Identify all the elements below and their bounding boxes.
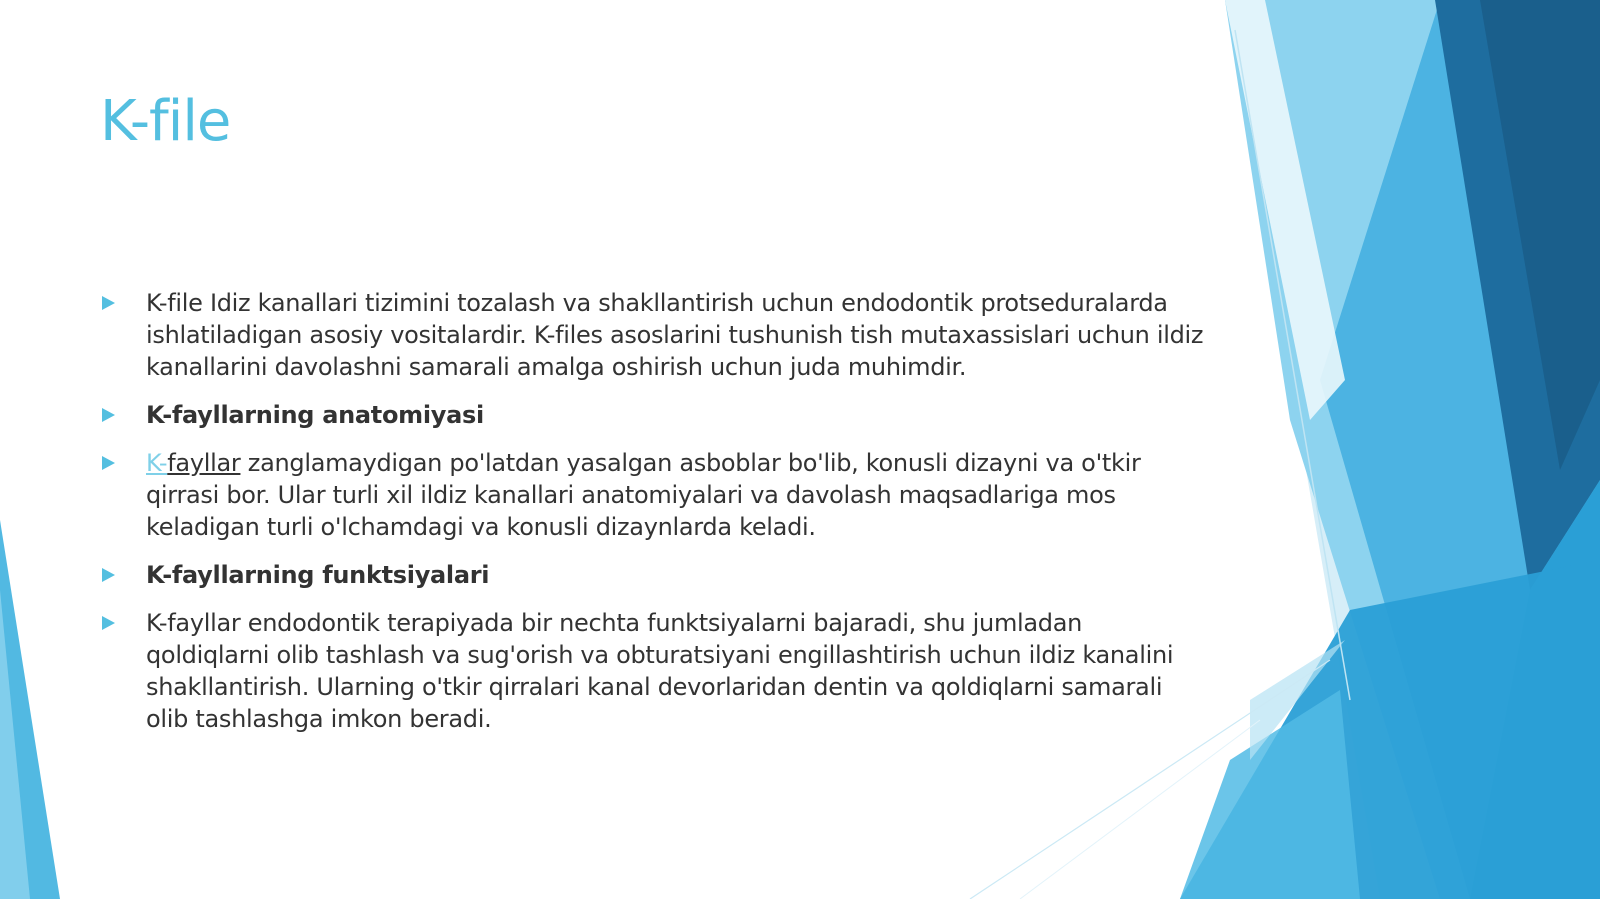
link-text[interactable]: fayllar	[167, 449, 241, 477]
triangle-right-icon	[102, 616, 115, 630]
k-fayllar-link[interactable]	[146, 449, 240, 477]
bullet-text: zanglamaydigan po'latdan yasalgan asboblar bo'lib, konusli dizayni va o'tkir qirrasi bor. Ular turli xil ildiz kanallari anatomiyalari va davolash maqsadlariga mos keladigan turli o'lchamdagi va konusli dizaynlarda keladi.	[146, 449, 1141, 541]
bullet-heading: K-fayllarning anatomiyasi	[146, 401, 484, 429]
triangle-right-icon	[102, 456, 115, 470]
bullet-item-functions	[100, 607, 1210, 735]
bullet-text: K-fayllar endodontik terapiyada bir nechta funktsiyalarni bajaradi, shu jumladan qoldiqlarni olib tashlash va sug'orish va obturatsiyani engillashtirish uchun ildiz kanalini shakllantirish. Ularning o'tkir qirralari kanal devorlaridan dentin va qoldiqlarni samarali olib tashlashga imkon beradi.	[146, 609, 1174, 733]
link-prefix[interactable]: K-	[146, 449, 168, 477]
bullet-text: K-file Idiz kanallari tizimini tozalash va shakllantirish uchun endodontik protseduralarda ishlatiladigan asosiy vositalardir. K-files asoslarini tushunish tish mutaxassislari uchun ildiz kanallarini davolashni samarali amalga oshirish uchun juda muhimdir.	[146, 289, 1204, 381]
bullet-item-functions-heading	[100, 559, 1210, 591]
bullet-item-anatomy	[100, 447, 1210, 543]
bullet-item-anatomy-heading	[100, 399, 1210, 431]
bullet-item-intro	[100, 287, 1210, 383]
triangle-right-icon	[102, 568, 115, 582]
bullet-heading: K-fayllarning funktsiyalari	[146, 561, 490, 589]
slide-title: K-file	[100, 89, 231, 154]
triangle-right-icon	[102, 296, 115, 310]
triangle-right-icon	[102, 408, 115, 422]
bullet-list	[100, 287, 1210, 751]
